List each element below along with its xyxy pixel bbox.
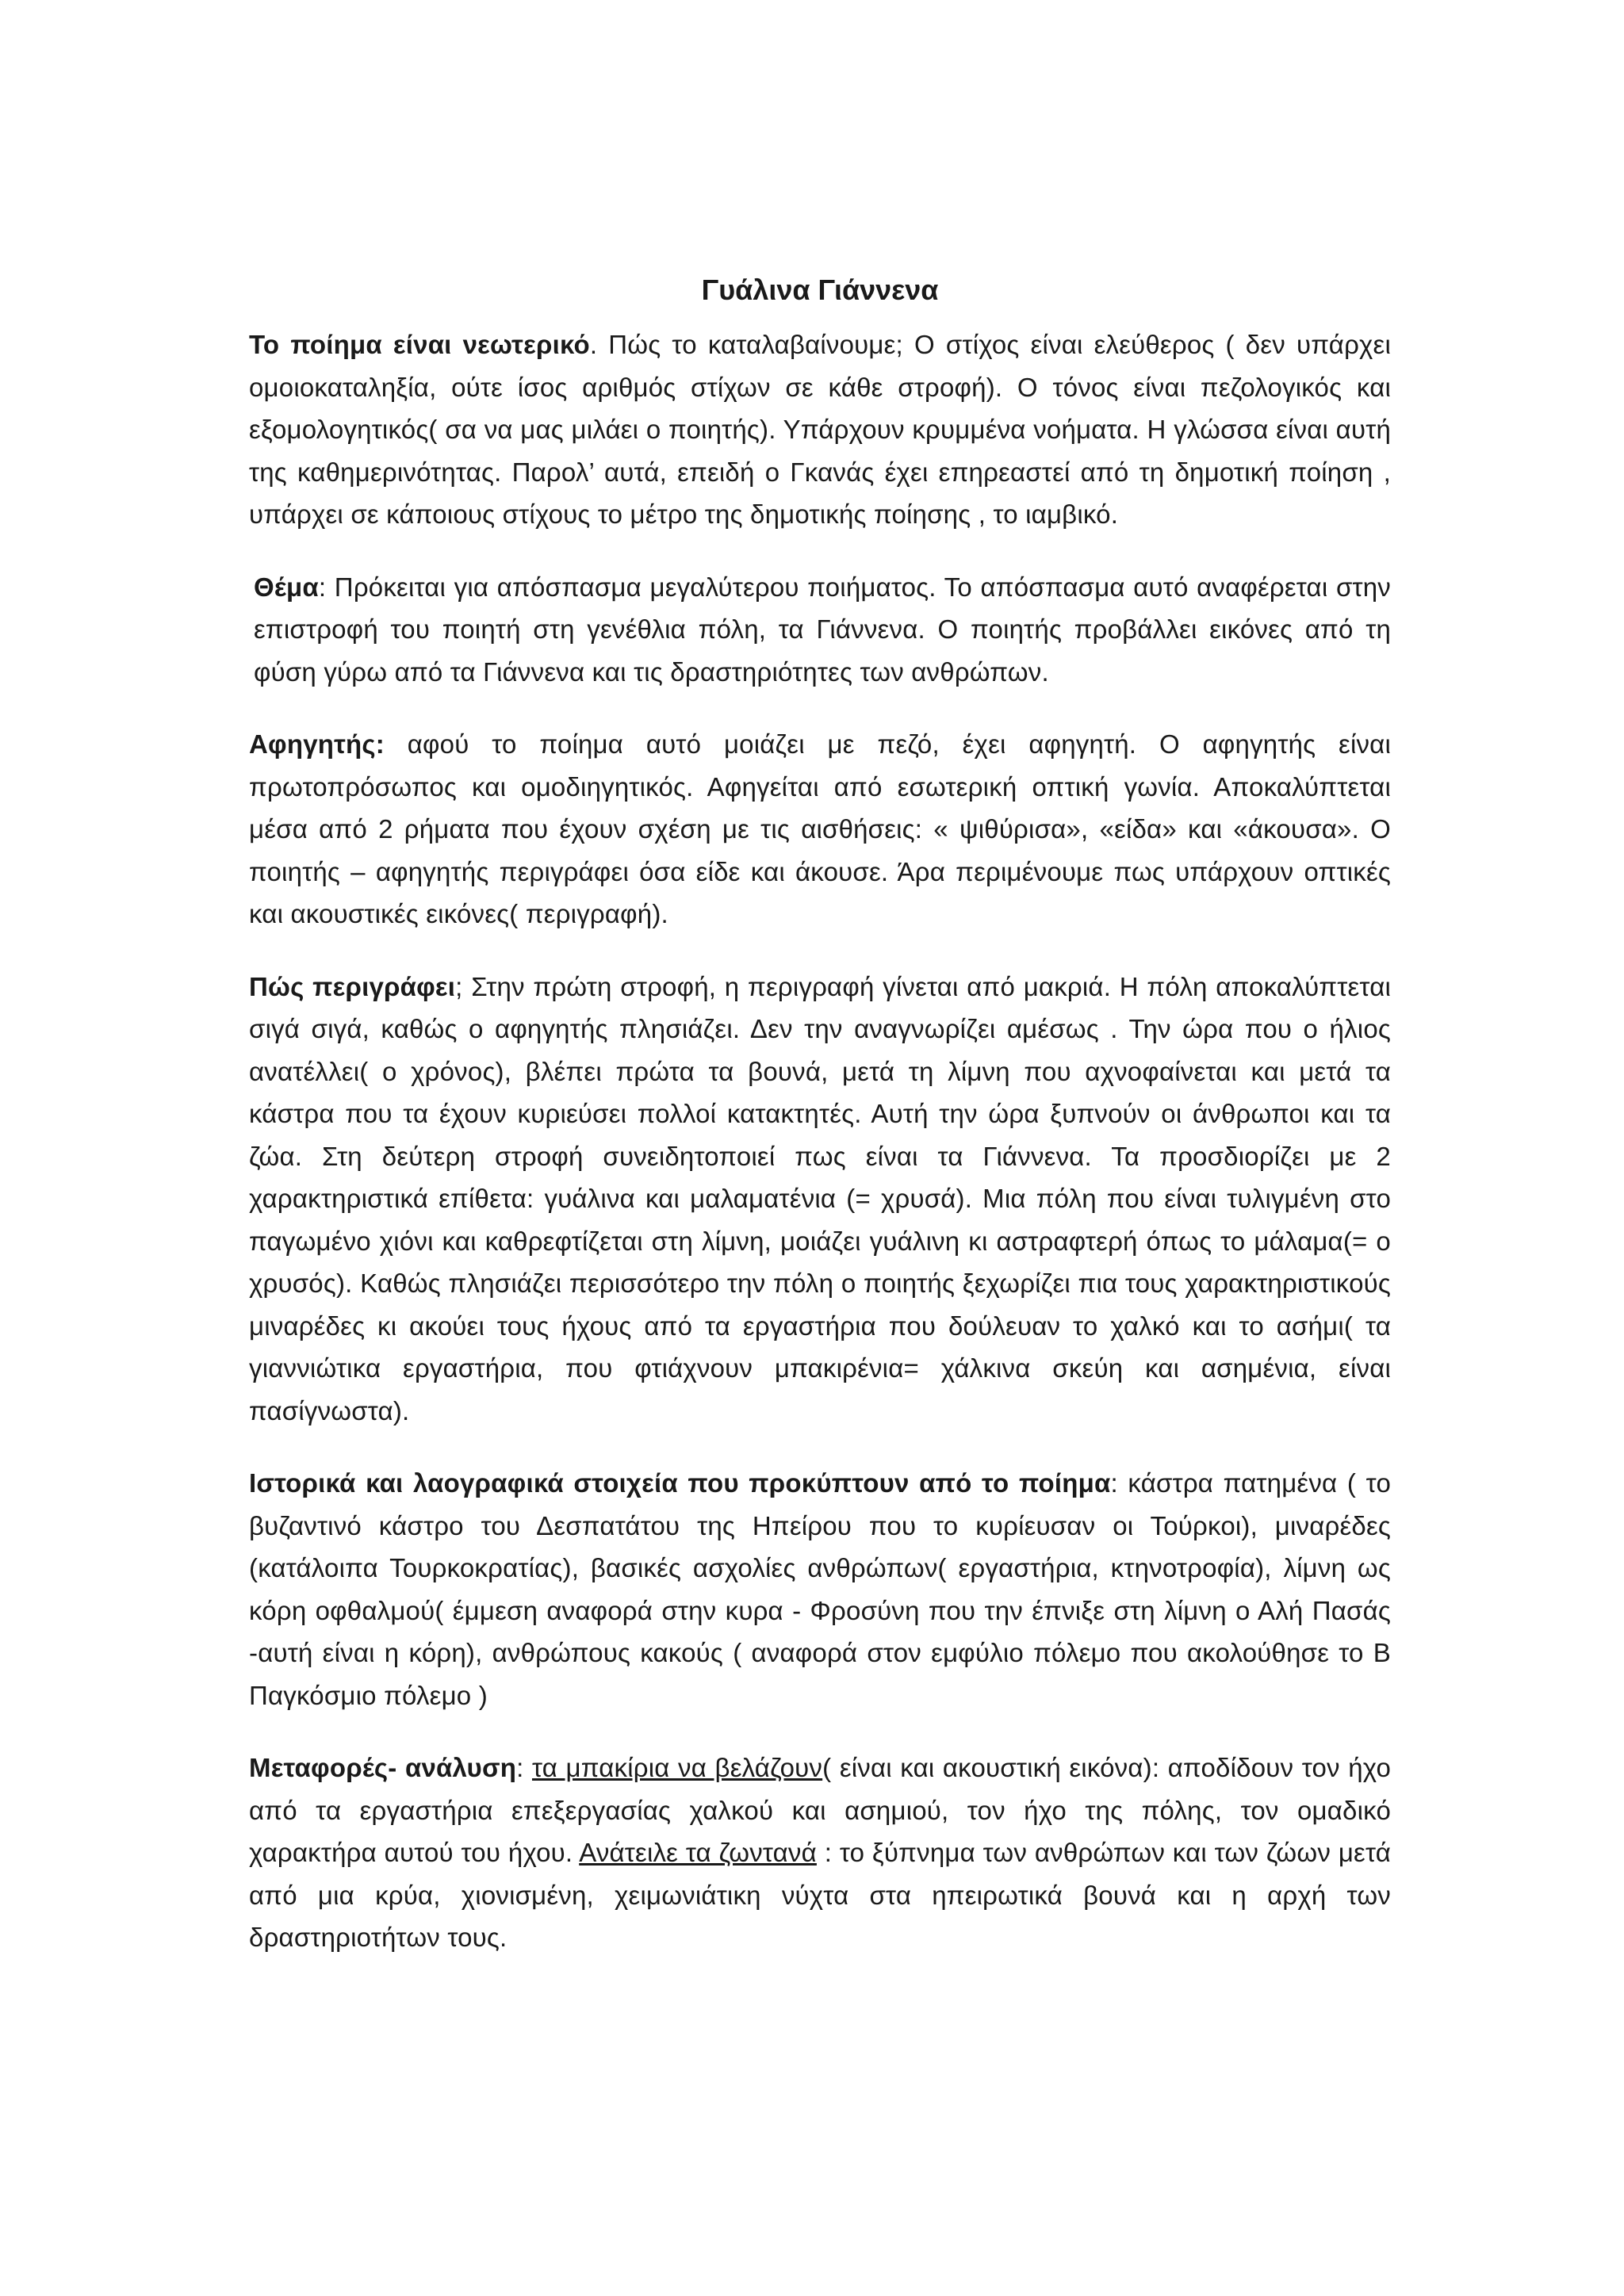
paragraph-text: . Πώς το καταλαβαίνουμε; Ο στίχος είναι ελεύθερος ( δεν υπάρχει ομοιοκαταληξία, ούτε ίσος αριθμός στίχων σε κάθε στροφή). Ο τόνος είναι πεζολογικός και εξομολογητικός( σα να μας μιλάει ο ποιητής). Υπάρχουν κρυμμένα νοήματα. Η γλώσσα είναι αυτή της καθημερινότητας. Παρολ’ αυτά, επειδή ο Γκανάς έχει επηρεαστεί από τη δημοτική ποίηση , υπάρχει σε κάποιους στίχους το μέτρο της δημοτικής ποίησης , το ιαμβικό. — [249, 330, 1392, 529]
document-page — [249, 265, 1391, 1959]
paragraph-heading: Ιστορικά και λαογραφικά στοιχεία που προκύπτουν από το ποίημα — [249, 1468, 1111, 1498]
document-title: Γυάλινα Γιάννενα — [701, 274, 939, 306]
paragraph-heading: Αφηγητής: — [249, 729, 385, 759]
paragraph-text: : — [516, 1753, 532, 1782]
paragraph-description — [249, 966, 1391, 1433]
paragraph-text: : κάστρα πατημένα ( το βυζαντινό κάστρο του Δεσπατάτου της Ηπείρου που το κυρίευσαν οι Τούρκοι), μιναρέδες (κατάλοιπα Τουρκοκρατίας), βασικές ασχολίες ανθρώπων( εργαστήρια, κτηνοτροφία), λίμνη ως κόρη οφθαλμού( έμμεση αναφορά στην κυρα - Φροσύνη που την έπνιξε στη λίμνη ο Αλή Πασάς -αυτή είναι η κόρη), ανθρώπους κακούς ( αναφορά στον εμφύλιο πόλεμο που ακολούθησε το Β Παγκόσμιο πόλεμο ) — [249, 1468, 1391, 1710]
paragraph-text: αφού το ποίημα αυτό μοιάζει με πεζό, έχει αφηγητή. Ο αφηγητής είναι πρωτοπρόσωπος και ομοδιηγητικός. Αφηγείται από εσωτερική οπτική γωνία. Αποκαλύπτεται μέσα από 2 ρήματα που έχουν σχέση με τις αισθήσεις: « ψιθύρισα», «είδα» και «άκουσα». Ο ποιητής – αφηγητής περιγράφει όσα είδε και άκουσε. Άρα περιμένουμε πως υπάρχουν οπτικές και ακουστικές εικόνες( περιγραφή). — [249, 729, 1391, 928]
paragraph-text: : Πρόκειται για απόσπασμα μεγαλύτερου ποιήματος. Το απόσπασμα αυτό αναφέρεται στην επιστροφή του ποιητή στη γενέθλια πόλη, τα Γιάννενα. Ο ποιητής προβάλλει εικόνες από τη φύση γύρω από τα Γιάννενα και τις δραστηριότητες των ανθρώπων. — [254, 572, 1391, 687]
paragraph-heading: Μεταφορές- ανάλυση — [249, 1753, 517, 1782]
paragraph-modernist — [249, 323, 1391, 536]
paragraph-historical — [249, 1462, 1391, 1716]
paragraph-heading: Πώς περιγράφει — [249, 971, 456, 1001]
paragraph-text: ( είναι και ακουστική εικόνα): αποδίδουν τον ήχο από τα εργαστήρια επεξεργασίας χαλκού και ασημιού, τον ήχο της πόλης, τον ομαδικό χαρακτήρα αυτού του ήχου. — [249, 1753, 1391, 1867]
paragraph-theme — [249, 566, 1391, 694]
underlined-quote: Ανάτειλε τα ζωντανά — [579, 1838, 817, 1867]
paragraph-heading: Το ποίημα είναι νεωτερικό — [249, 330, 590, 359]
paragraph-narrator — [249, 723, 1391, 936]
underlined-quote: τα μπακίρια να βελάζουν — [531, 1753, 823, 1782]
paragraph-text: ; Στην πρώτη στροφή, η περιγραφή γίνεται από μακριά. Η πόλη αποκαλύπτεται σιγά σιγά, καθώς ο αφηγητής πλησιάζει. Δεν την αναγνωρίζει αμέσως . Την ώρα που ο ήλιος ανατέλλει( ο χρόνος), βλέπει πρώτα τα βουνά, μετά τη λίμνη που αχνοφαίνεται και μετά τα κάστρα που τα έχουν κυριεύσει πολλοί κατακτητές. Αυτή την ώρα ξυπνούν οι άνθρωποι και τα ζώα. Στη δεύτερη στροφή συνειδητοποιεί πως είναι τα Γιάννενα. Τα προσδιορίζει με 2 χαρακτηριστικά επίθετα: γυάλινα και μαλαματένια (= χρυσά). Μια πόλη που είναι τυλιγμένη στο παγωμένο χιόνι και καθρεφτίζεται στη λίμνη, μοιάζει γυάλινη κι αστραφτερή όπως το μάλαμα(= ο χρυσός). Καθώς πλησιάζει περισσότερο την πόλη ο ποιητής ξεχωρίζει πια τους χαρακτηριστικούς μιναρέδες κι ακούει τους ήχους από τα εργαστήρια που δούλευαν το χαλκό και το ασήμι( τα γιαννιώτικα εργαστήρια, που φτιάχνουν μπακιρένια= χάλκινα σκεύη και ασημένια, είναι πασίγνωστα). — [249, 971, 1392, 1425]
paragraph-metaphors — [249, 1747, 1391, 1959]
paragraph-heading: Θέμα — [254, 572, 319, 602]
paragraph-text: : το ξύπνημα των ανθρώπων και των ζώων μετά από μια κρύα, χιονισμένη, χειμωνιάτικη νύχτα στα ηπειρωτικά βουνά και η αρχή των δραστηριοτήτων τους. — [249, 1838, 1391, 1952]
